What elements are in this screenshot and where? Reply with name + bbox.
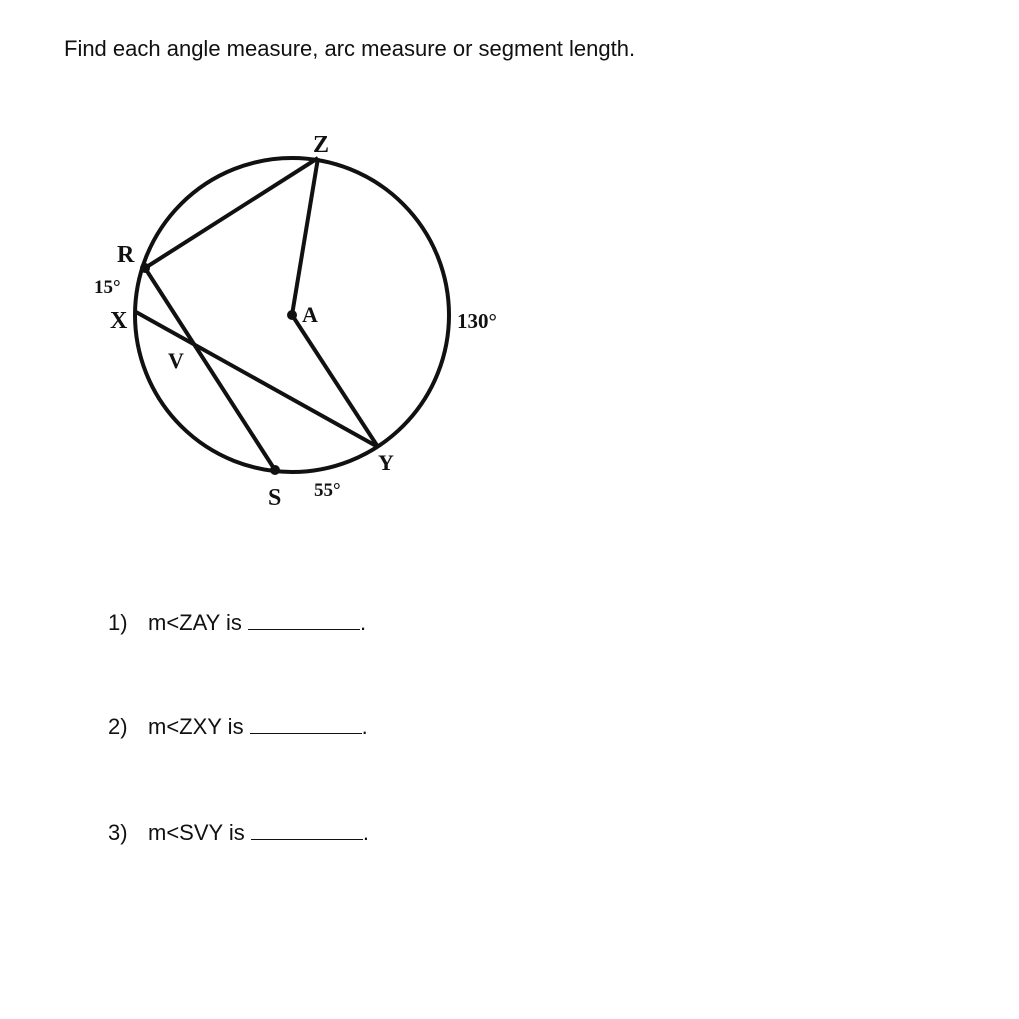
question-number: 2): [108, 714, 128, 739]
arc-label-rx: 15°: [94, 277, 121, 298]
label-a: A: [302, 302, 318, 327]
question-text: m<SVY is: [148, 820, 245, 845]
chord-rs: [145, 268, 275, 470]
instructions-heading: Find each angle measure, arc measure or segment length.: [64, 36, 636, 61]
question-text: m<ZAY is: [148, 610, 242, 635]
question-end: .: [361, 714, 368, 739]
answer-blank[interactable]: [248, 609, 360, 630]
question-1: [108, 609, 366, 636]
question-2: [108, 713, 368, 740]
label-y: Y: [378, 450, 394, 475]
chord-xy: [136, 312, 378, 447]
question-end: .: [359, 610, 367, 635]
question-3: [108, 819, 369, 846]
radius-ay: [292, 315, 378, 447]
point-r: [140, 263, 150, 273]
question-number: 1): [108, 610, 128, 635]
label-x: X: [110, 308, 128, 334]
point-s: [270, 465, 280, 475]
arc-label-sy: 55°: [314, 480, 341, 501]
question-number: 3): [108, 820, 128, 845]
radius-az: [292, 158, 318, 315]
label-s: S: [268, 485, 282, 511]
label-v: V: [168, 348, 184, 373]
label-r: R: [117, 242, 135, 268]
answer-blank[interactable]: [251, 819, 363, 840]
answer-blank[interactable]: [250, 713, 362, 734]
arc-label-zy: 130°: [457, 309, 497, 333]
point-a: [287, 310, 297, 320]
question-end: .: [362, 820, 369, 845]
question-text: m<ZXY is: [148, 714, 244, 739]
label-z: Z: [313, 132, 330, 158]
